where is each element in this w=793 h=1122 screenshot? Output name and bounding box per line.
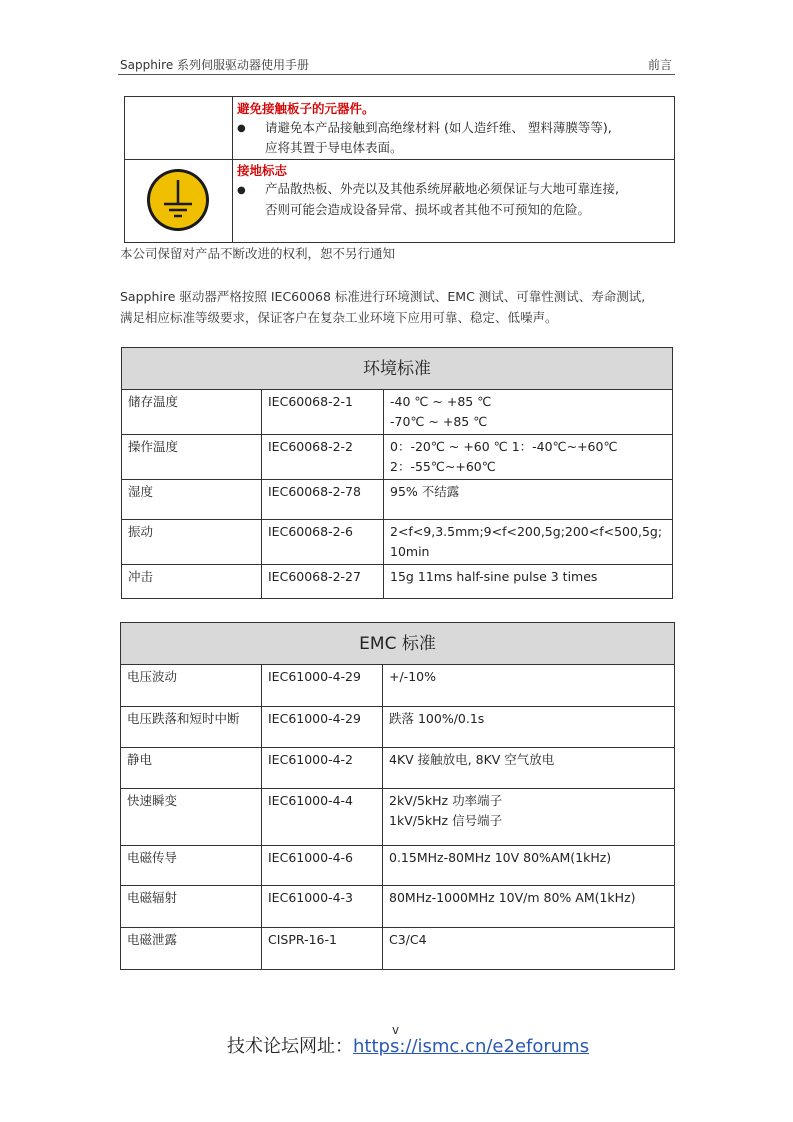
table-row bbox=[122, 435, 673, 480]
emc-req: 80MHz-1000MHz 10V/m 80% AM(1kHz) bbox=[383, 886, 675, 928]
env-item: 冲击 bbox=[122, 565, 262, 599]
env-table-title: 环境标准 bbox=[122, 348, 673, 390]
table-row bbox=[121, 928, 675, 970]
env-item: 储存温度 bbox=[122, 390, 262, 435]
emc-std: CISPR-16-1 bbox=[262, 928, 383, 970]
env-req: 0：-20℃ ~ +60 ℃ 1：-40℃~+60℃ 2：-55℃~+60℃ bbox=[384, 435, 673, 480]
notice-text: 本公司保留对产品不断改进的权利，恕不另行通知 bbox=[120, 246, 396, 261]
warning-title-ground: 接地标志 bbox=[237, 163, 288, 178]
env-std: IEC60068-2-2 bbox=[262, 435, 384, 480]
warning-text-ground-line2: 否则可能会造成设备异常、损坏或者其他不可预知的危险。 bbox=[265, 202, 591, 217]
env-req: -40 ℃ ~ +85 ℃ -70℃ ~ +85 ℃ bbox=[384, 390, 673, 435]
emc-item: 电磁泄露 bbox=[121, 928, 262, 970]
env-std: IEC60068-2-78 bbox=[262, 480, 384, 520]
emc-item: 快速瞬变 bbox=[121, 789, 262, 846]
emc-item: 静电 bbox=[121, 748, 262, 789]
forum-footer bbox=[227, 1032, 589, 1058]
env-req: 95% 不结露 bbox=[384, 480, 673, 520]
env-req: 15g 11ms half-sine pulse 3 times bbox=[384, 565, 673, 599]
env-item: 操作温度 bbox=[122, 435, 262, 480]
emc-std: IEC61000-4-29 bbox=[262, 665, 383, 707]
header-manual-title: Sapphire 系列伺服驱动器使用手册 bbox=[120, 58, 310, 72]
env-req: 2<f<9,3.5mm;9<f<200,5g;200<f<500,5g; 10min bbox=[384, 520, 673, 565]
env-standards-table bbox=[121, 347, 673, 599]
table-row bbox=[122, 480, 673, 520]
table-row bbox=[121, 665, 675, 707]
emc-req: 0.15MHz-80MHz 10V 80%AM(1kHz) bbox=[383, 846, 675, 886]
warning-title-esd: 避免接触板子的元器件。 bbox=[237, 101, 375, 116]
emc-item: 电压跌落和短时中断 bbox=[121, 707, 262, 748]
emc-item: 电磁传导 bbox=[121, 846, 262, 886]
forum-link[interactable]: https://ismc.cn/e2eforums bbox=[353, 1036, 590, 1057]
env-std: IEC60068-2-6 bbox=[262, 520, 384, 565]
table-row bbox=[122, 390, 673, 435]
emc-std: IEC61000-4-4 bbox=[262, 789, 383, 846]
emc-table-title: EMC 标准 bbox=[121, 623, 675, 665]
bullet-icon: ● bbox=[237, 185, 246, 196]
table-row bbox=[121, 707, 675, 748]
intro-line2: 满足相应标准等级要求，保证客户在复杂工业环境下应用可靠、稳定、低噪声。 bbox=[120, 310, 558, 325]
emc-req: +/-10% bbox=[383, 665, 675, 707]
forum-label: 技术论坛网址： bbox=[227, 1036, 353, 1057]
emc-req: 2kV/5kHz 功率端子 1kV/5kHz 信号端子 bbox=[383, 789, 675, 846]
page-number: v bbox=[392, 1023, 400, 1037]
table-row bbox=[121, 846, 675, 886]
table-row bbox=[122, 520, 673, 565]
emc-std: IEC61000-4-3 bbox=[262, 886, 383, 928]
warning-text-ground-line1: 产品散热板、外壳以及其他系统屏蔽地必须保证与大地可靠连接, bbox=[265, 181, 619, 196]
env-std: IEC60068-2-1 bbox=[262, 390, 384, 435]
env-item: 湿度 bbox=[122, 480, 262, 520]
emc-std: IEC61000-4-2 bbox=[262, 748, 383, 789]
warning-text-esd-line2: 应将其置于导电体表面。 bbox=[265, 140, 403, 155]
warning-row-ground bbox=[125, 159, 674, 242]
emc-item: 电压波动 bbox=[121, 665, 262, 707]
warning-table bbox=[124, 96, 675, 243]
table-row bbox=[122, 565, 673, 599]
warning-text-esd-line1: 请避免本产品接触到高绝缘材料 (如人造纤维、 塑料薄膜等等), bbox=[265, 120, 612, 135]
emc-item: 电磁辐射 bbox=[121, 886, 262, 928]
ground-symbol-icon bbox=[146, 168, 210, 232]
table-row bbox=[121, 886, 675, 928]
env-item: 振动 bbox=[122, 520, 262, 565]
table-row bbox=[121, 748, 675, 789]
table-row bbox=[121, 789, 675, 846]
warning-row-esd bbox=[125, 97, 674, 160]
emc-req: 4KV 接触放电, 8KV 空气放电 bbox=[383, 748, 675, 789]
emc-req: 跌落 100%/0.1s bbox=[383, 707, 675, 748]
emc-std: IEC61000-4-6 bbox=[262, 846, 383, 886]
emc-standards-table bbox=[120, 622, 675, 970]
bullet-icon: ● bbox=[237, 123, 246, 134]
emc-req: C3/C4 bbox=[383, 928, 675, 970]
emc-std: IEC61000-4-29 bbox=[262, 707, 383, 748]
header-section-title: 前言 bbox=[647, 58, 672, 72]
env-std: IEC60068-2-27 bbox=[262, 565, 384, 599]
intro-line1: Sapphire 驱动器严格按照 IEC60068 标准进行环境测试、EMC 测试、可靠性测试、寿命测试, bbox=[120, 289, 646, 304]
header-divider bbox=[118, 74, 675, 75]
